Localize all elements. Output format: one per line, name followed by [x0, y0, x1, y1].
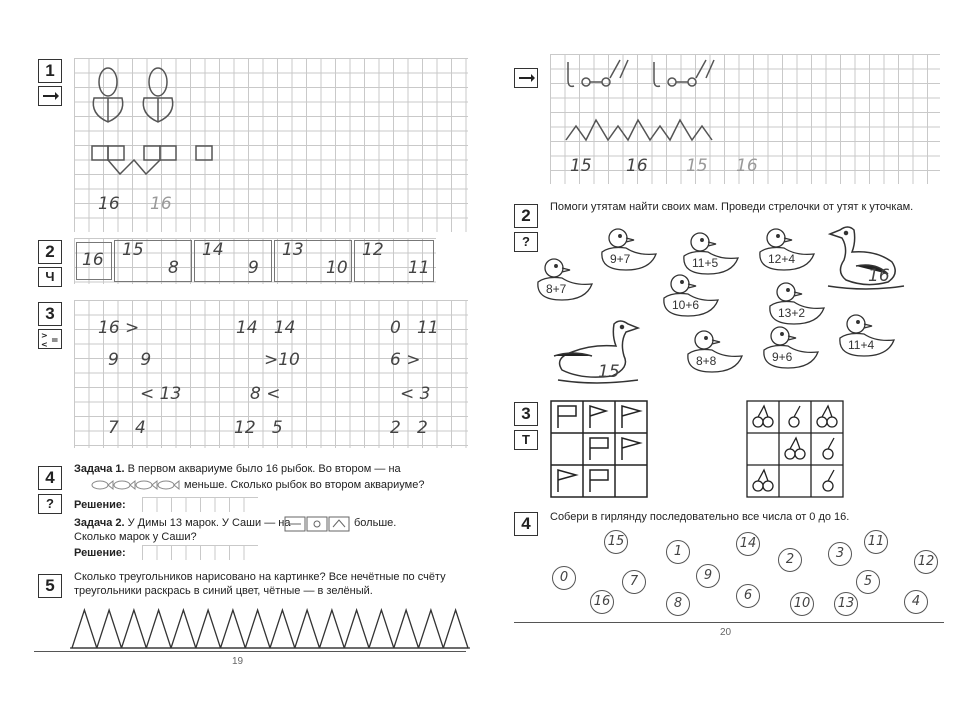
- task3-sub-label: Т: [514, 430, 538, 450]
- seq-value: 12: [362, 240, 384, 260]
- compare-row-3-a: < 13: [140, 384, 182, 404]
- page-number-right: 20: [720, 627, 732, 638]
- duckling[interactable]: [756, 226, 818, 277]
- compare-row-1-c: 0 11: [390, 318, 439, 338]
- task5-text: Сколько треугольников нарисовано на картинке? Все нечётные по счёту треугольники раскрась в синий цвет, чётные — в зелёный.: [74, 571, 446, 597]
- garland-number-circle[interactable]: 10: [790, 592, 814, 616]
- arrow-right-icon: [514, 68, 538, 88]
- triangle-icon[interactable]: [72, 610, 468, 648]
- task2-number: 2: [38, 240, 62, 264]
- garland-number-circle[interactable]: 8: [666, 592, 690, 616]
- task1-number-1: 16: [98, 194, 120, 214]
- problem1-line2: меньше. Сколько рыбок во втором аквариуме?: [184, 479, 425, 491]
- task2-sub-label: ?: [514, 232, 538, 252]
- stamps-icon: [284, 516, 350, 532]
- mother-duck-number: 16: [868, 266, 890, 286]
- duckling[interactable]: [534, 256, 596, 307]
- svg-text:=: =: [51, 336, 59, 346]
- compare-row-2-c: 6 >: [390, 350, 421, 370]
- triangles-row[interactable]: [70, 608, 470, 650]
- seq-value: 9: [248, 258, 259, 278]
- task2-sub-label: Ч: [38, 267, 62, 287]
- garland-number-circle[interactable]: 1: [666, 540, 690, 564]
- cherries-grid[interactable]: [746, 400, 846, 500]
- seq-value: 14: [202, 240, 224, 260]
- seq-value: 13: [282, 240, 304, 260]
- flags-grid[interactable]: [550, 400, 650, 500]
- sequence-num-4: 16: [736, 156, 758, 176]
- seq-value: 10: [326, 258, 348, 278]
- page-number-left: 19: [232, 656, 244, 667]
- garland-number-circle[interactable]: 14: [736, 532, 760, 556]
- fish-row-icon: [90, 478, 180, 492]
- duckling-expression: 9+6: [772, 350, 793, 364]
- garland-number-circle[interactable]: 7: [622, 570, 646, 594]
- garland-number-circle[interactable]: 9: [696, 564, 720, 588]
- sequence-num-1: 15: [570, 156, 592, 176]
- duckling-expression: 13+2: [778, 306, 806, 320]
- duckling-expression: 8+7: [546, 282, 567, 296]
- right-page: [480, 0, 960, 720]
- sequence-num-2: 16: [626, 156, 648, 176]
- duckling-expression: 10+6: [672, 298, 700, 312]
- solution-grid-2[interactable]: [142, 545, 258, 560]
- compare-row-2-b: >10: [264, 350, 300, 370]
- garland-number-circle[interactable]: 12: [914, 550, 938, 574]
- compare-row-4-c: 2 2: [390, 418, 428, 438]
- pattern-line-icon: [562, 56, 732, 146]
- acorn-pattern-icon: [84, 62, 214, 182]
- garland-number-circle[interactable]: 3: [828, 542, 852, 566]
- garland-number-circle[interactable]: 5: [856, 570, 880, 594]
- arrow-right-icon: [38, 86, 62, 106]
- duckling[interactable]: [836, 312, 898, 363]
- duckling[interactable]: [660, 272, 722, 323]
- duckling-expression: 9+7: [610, 252, 631, 266]
- task3-number: 3: [38, 302, 62, 326]
- problem2-line3: Сколько марок у Саши?: [74, 531, 197, 543]
- task5-number: 5: [38, 574, 62, 598]
- problem2-line1: Задача 2. У Димы 13 марок. У Саши — на: [74, 517, 291, 529]
- compare-row-1-a: 16 >: [98, 318, 140, 338]
- duckling[interactable]: [760, 324, 822, 375]
- sequence-num-3: 15: [686, 156, 708, 176]
- garland-number-circle[interactable]: 6: [736, 584, 760, 608]
- seq-value: 8: [168, 258, 179, 278]
- solution-grid-1[interactable]: [142, 497, 258, 512]
- garland-number-circle[interactable]: 13: [834, 592, 858, 616]
- svg-text:>: >: [41, 331, 48, 340]
- compare-row-2-a: 9 9: [108, 350, 152, 370]
- mother-duck-number: 15: [598, 362, 620, 382]
- seq-value: 16: [82, 250, 104, 270]
- compare-row-4-a: 7 4: [108, 418, 146, 438]
- solution-label-1: Решение:: [74, 499, 126, 511]
- task4-number: 4: [514, 512, 538, 536]
- seq-value: 11: [408, 258, 430, 278]
- mother-duck-icon[interactable]: [552, 316, 642, 386]
- garland-number-circle[interactable]: 2: [778, 548, 802, 572]
- duckling-expression: 11+4: [848, 338, 875, 352]
- task2-number: 2: [514, 204, 538, 228]
- problem1-line1: Задача 1. В первом аквариуме было 16 рыбок. Во втором — на: [74, 463, 401, 475]
- duckling[interactable]: [684, 328, 746, 379]
- task4-sub-label: ?: [38, 494, 62, 514]
- compare-row-3-b: 8 <: [250, 384, 281, 404]
- garland-number-circle[interactable]: 0: [552, 566, 576, 590]
- garland-number-circle[interactable]: 15: [604, 530, 628, 554]
- duckling-expression: 12+4: [768, 252, 796, 266]
- task2-text: Помоги утятам найти своих мам. Проведи стрелочки от утят к уточкам.: [550, 201, 914, 213]
- page-divider: [34, 651, 466, 652]
- mother-duck-icon[interactable]: [826, 222, 906, 292]
- task3-number: 3: [514, 402, 538, 426]
- garland-number-circle[interactable]: 4: [904, 590, 928, 614]
- task4-text: Собери в гирлянду последовательно все числа от 0 до 16.: [550, 511, 850, 523]
- garland-number-circle[interactable]: 16: [590, 590, 614, 614]
- problem2-line2: больше.: [354, 517, 397, 529]
- solution-label-2: Решение:: [74, 547, 126, 559]
- compare-row-3-c: < 3: [400, 384, 431, 404]
- duckling-expression: 8+8: [696, 354, 717, 368]
- compare-row-1-b: 14 14: [236, 318, 296, 338]
- svg-text:<: <: [41, 340, 48, 348]
- duckling[interactable]: [598, 226, 660, 277]
- task1-number-2: 16: [150, 194, 172, 214]
- seq-value: 15: [122, 240, 144, 260]
- garland-number-circle[interactable]: 11: [864, 530, 888, 554]
- compare-row-4-b: 12 5: [234, 418, 283, 438]
- page-divider: [514, 622, 944, 623]
- task4-number: 4: [38, 466, 62, 490]
- task1-number: 1: [38, 59, 62, 83]
- duckling-expression: 11+5: [692, 256, 719, 270]
- compare-signs-icon: [38, 329, 62, 349]
